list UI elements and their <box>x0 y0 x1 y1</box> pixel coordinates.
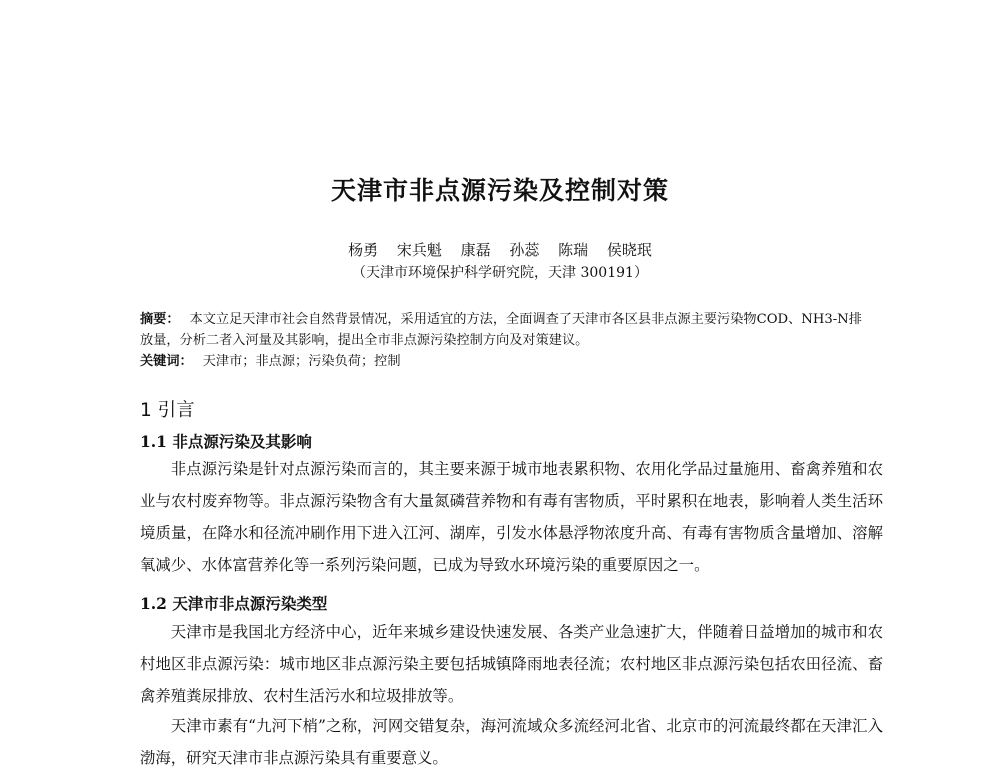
section-heading-introduction: 1 引言 <box>140 400 195 421</box>
keywords-text: 天津市；非点源；污染负荷；控制 <box>202 354 401 369</box>
author-list: 杨勇 宋兵魁 康磊 孙蕊 陈瑞 侯晓珉 <box>348 241 652 259</box>
abstract-text: 本文立足天津市社会自然背景情况，采用适宜的方法，全面调查了天津市各区县非点源主要污染物COD、NH3-N排放量，分析二者入河量及其影响，提出全市非点源污染控制方向及对策建议。 <box>140 312 862 348</box>
keywords <box>140 352 875 372</box>
abstract-label: 摘要： <box>140 312 180 327</box>
paper-title: 天津市非点源污染及控制对策 <box>330 176 669 205</box>
abstract <box>140 309 875 351</box>
body-paragraph-3: 天津市素有“九河下梢”之称，河网交错复杂，海河流域众多流经河北省、北京市的河流最终都在天津汇入渤海，研究天津市非点源污染具有重要意义。 <box>140 717 883 767</box>
subsection-heading-1-2: 1.2 天津市非点源污染类型 <box>140 594 328 613</box>
author-affiliation: （天津市环境保护科学研究院，天津 300191） <box>352 265 648 281</box>
body-paragraph-1: 非点源污染是针对点源污染而言的，其主要来源于城市地表累积物、农用化学品过量施用、畜禽养殖和农业与农村废弃物等。非点源污染物含有大量氮磷营养物和有毒有害物质，平时累积在地表，影响着人类生活环境质量，在降水和径流冲刷作用下进入江河、湖库，引发水体悬浮物浓度升高、有毒有害物质含量增加、溶解氧减少、水体富营养化等一系列污染问题，已成为导致水环境污染的重要原因之一。 <box>140 460 883 574</box>
subsection-heading-1-1: 1.1 非点源污染及其影响 <box>140 432 312 451</box>
keywords-label: 关键词： <box>140 354 193 369</box>
body-paragraph-2: 天津市是我国北方经济中心，近年来城乡建设快速发展、各类产业急速扩大，伴随着日益增加的城市和农村地区非点源污染：城市地区非点源污染主要包括城镇降雨地表径流；农村地区非点源污染包括农田径流、畜禽养殖粪尿排放、农村生活污水和垃圾排放等。 <box>140 623 883 705</box>
